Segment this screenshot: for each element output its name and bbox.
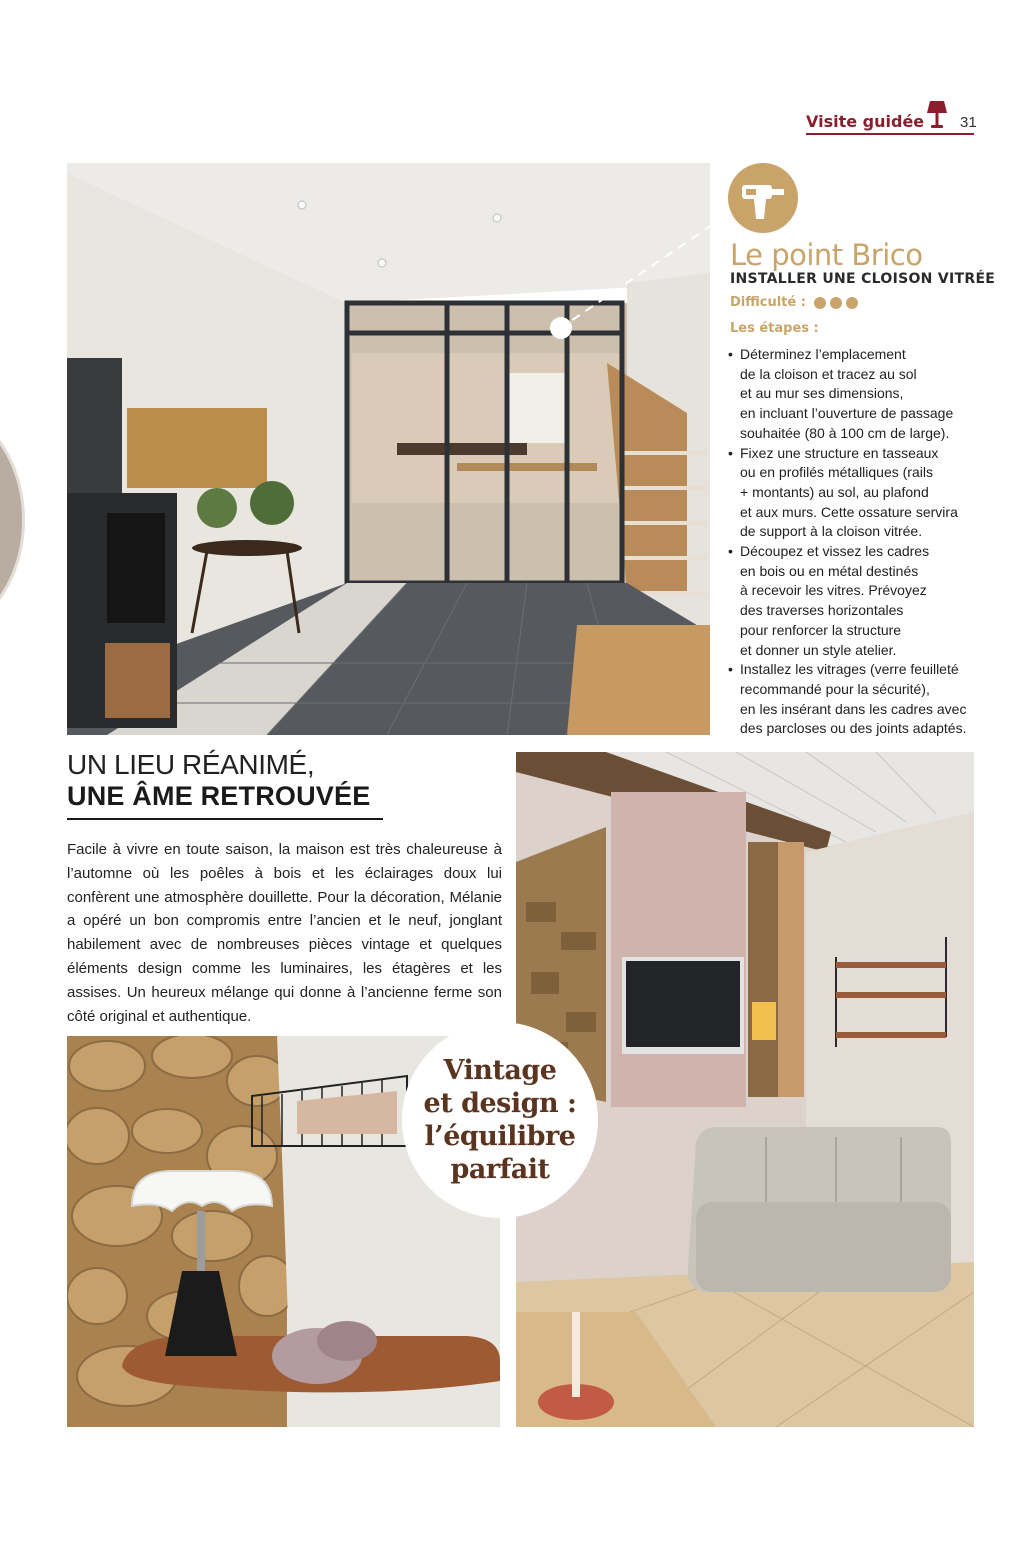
difficulty-dot <box>846 297 858 309</box>
sidebar-title: Le point Brico <box>730 238 923 272</box>
difficulty-dot <box>814 297 826 309</box>
difficulty-rating <box>730 295 858 310</box>
drill-icon <box>728 163 798 233</box>
difficulty-label: Difficulté : <box>730 295 806 310</box>
quote-line: parfait <box>450 1154 550 1185</box>
lamp-icon <box>926 100 948 130</box>
page-number: 31 <box>960 114 977 131</box>
article-headline-line2: UNE ÂME RETROUVÉE <box>67 781 371 811</box>
quote-line: l’équilibre <box>424 1121 576 1152</box>
cropped-round-photo <box>0 400 25 640</box>
pull-quote <box>402 1022 598 1218</box>
headline-underline <box>67 818 383 820</box>
steps-label: Les étapes : <box>730 321 819 336</box>
difficulty-dots <box>814 297 858 309</box>
steps-list <box>728 345 988 739</box>
difficulty-dot <box>830 297 842 309</box>
step-item: • Déterminez l’emplacement de la cloison et tracez au sol et au mur ses dimensions, en incluant l’ouverture de passage souhaitée (80 à 100 cm de large). <box>728 345 988 444</box>
sidebar-subtitle: INSTALLER UNE CLOISON VITRÉE <box>730 271 996 287</box>
step-item: • Fixez une structure en tasseaux ou en profilés métalliques (rails + montants) au sol, au plafond et aux murs. Cette ossature servira de support à la cloison vitrée. <box>728 444 988 543</box>
article-headline-line1: UN LIEU RÉANIMÉ, <box>67 749 315 780</box>
step-item: • Découpez et vissez les cadres en bois ou en métal destinés à recevoir les vitres. Prévoyez des traverses horizontales pour renforcer la structure et donner un style atelier. <box>728 542 988 660</box>
quote-line: et design : <box>423 1088 577 1119</box>
step-item: • Installez les vitrages (verre feuilleté recommandé pour la sécurité), en les insérant dans les cadres avec des parcloses ou des joints adaptés. <box>728 660 988 739</box>
header-rule <box>806 133 974 135</box>
quote-line: Vintage <box>443 1055 557 1086</box>
photo-hallway-glass-partition <box>67 163 710 735</box>
section-title: Visite guidée <box>806 112 925 131</box>
article-body: Facile à vivre en toute saison, la maison est très chaleureuse à l’automne où les poêles à bois et les éclairages doux lui confèrent une atmosphère douillette. Pour la décoration, Mélanie a opéré un bon compromis entre l’ancien et le neuf, jonglant habilement avec de nombreuses pièces vintage et quelques éléments design comme les luminaires, les étagères et les assises. Un heureux mélange qui donne à l’ancienne ferme son côté original et authentique. <box>67 841 502 1025</box>
page-header <box>806 100 976 136</box>
